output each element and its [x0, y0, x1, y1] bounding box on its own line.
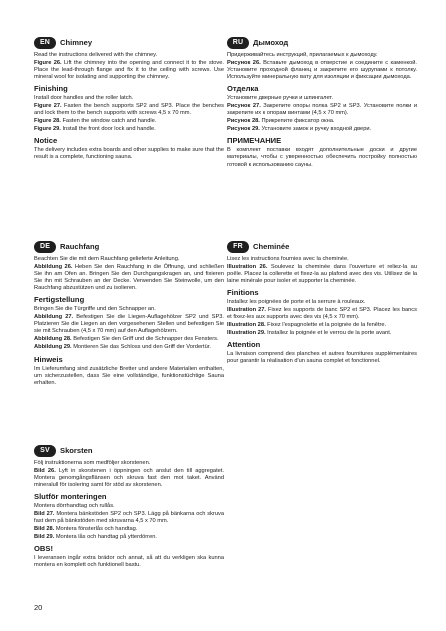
figure-step — [34, 264, 224, 292]
figure-label: Figure 29. — [34, 126, 61, 133]
finishing-intro: Установите дверные ручки и шпингалет. — [227, 95, 333, 102]
finishing-heading: Fertigstellung — [34, 295, 85, 305]
section-title: Дымоход — [253, 38, 289, 47]
finishing-intro: Bringen Sie die Türgriffe und den Schnapper an. — [34, 306, 156, 313]
section-header — [227, 240, 417, 253]
figure-label: Bild 26. — [34, 468, 56, 475]
figure-text: Прикрепите фиксатор окна. — [259, 118, 335, 125]
page-number: 20 — [34, 603, 43, 612]
figure-text: Установите замок и ручку входной двери. — [259, 126, 372, 133]
intro-text: Följ instruktionerna som medföljer skorstenen. — [34, 460, 151, 466]
notice-text: La livraison comprend des planches et autres fournitures supplémentaires pour garantir la réalisation d'un sauna complet et fonctionnel. — [227, 351, 417, 365]
figure-label: Illustration 29. — [227, 330, 266, 337]
section-title: Cheminée — [253, 242, 290, 251]
figure-label: Bild 27. — [34, 511, 55, 518]
notice-heading: Attention — [227, 340, 261, 350]
language-badge: DE — [34, 241, 56, 253]
language-badge: EN — [34, 37, 56, 49]
figure-text: Fasten the bench supports SP2 and SP3. Place the benches and lock them to the bench supports with screws 4,5 x 70 mm. — [34, 103, 224, 117]
section-title: Chimney — [60, 38, 93, 47]
figure-text: Install the front door lock and handle. — [60, 126, 156, 133]
figure-text: Закрепите опоры полка SP2 и SP3. Установите полки и закрепите их к опорам винтами (4,5 x 70 mm). — [227, 103, 417, 117]
figure-label: Рисунок 28. — [227, 118, 260, 125]
figure-step — [34, 526, 224, 533]
figure-step — [34, 60, 224, 81]
notice-heading: Hinweis — [34, 354, 63, 364]
figure-text: Montera fönsterlås och handtag. — [54, 526, 138, 533]
section-sv — [34, 444, 224, 571]
figure-step — [34, 126, 224, 133]
figure-text: Soulevez la cheminée dans l'ouverture et reliez-la au poêle. Placez la collerette et fixez-la au plafond avec des vis. Utilisez de la laine minérale pour isoler et supporter la cheminée. — [227, 264, 417, 285]
figure-label: Figure 27. — [34, 103, 62, 110]
notice-heading: ПРИМЕЧАНИЕ — [227, 136, 282, 146]
figure-step — [227, 126, 417, 133]
finishing-heading: Finitions — [227, 288, 259, 298]
figure-step — [227, 103, 417, 117]
figure-label: Bild 28. — [34, 526, 55, 533]
notice-text: The delivery includes extra boards and other supplies to make sure that the result is a complete, functioning sauna. — [34, 147, 224, 161]
figure-step — [34, 344, 224, 351]
section-en — [34, 36, 224, 163]
figure-text: Montera lås och handtag på ytterdörren. — [54, 534, 157, 541]
intro-text: Read the instructions delivered with the chimney. — [34, 52, 158, 58]
section-de — [34, 240, 224, 388]
finishing-intro: Montera dörrhandtag och rullås. — [34, 503, 115, 510]
figure-label: Bild 29. — [34, 534, 55, 541]
finishing-intro: Install door handles and the roller latch. — [34, 95, 134, 102]
figure-step — [34, 468, 224, 489]
figure-label: Рисунок 27. — [227, 103, 261, 110]
figure-text: Installez la poignée et le verrou de la porte avant. — [265, 330, 392, 337]
figure-label: Рисунок 26. — [227, 60, 261, 67]
figure-label: Figure 26. — [34, 60, 62, 67]
figure-step — [227, 322, 417, 329]
figure-step — [227, 264, 417, 285]
figure-text: Montieren Sie das Schloss und den Griff der Vordertür. — [71, 344, 211, 351]
language-badge: RU — [227, 37, 249, 49]
figure-text: Befestigen Sie die Liegen-Auflagehölzer SP2 und SP3. Platzieren Sie die Liegen an den vorgesehenen Stellen und befestigen Sie sie mit Schrauben (4,5 x 70 mm) auf den Auflagehölzern. — [34, 314, 224, 335]
section-header — [34, 36, 224, 49]
section-ru — [227, 36, 417, 170]
figure-step — [34, 314, 224, 335]
figure-text: Lift the chimney into the opening and connect it to the stove. Place the lead-through flange and fix it to the ceiling with screws. Use mineral wool for isolating and supporting the chimney. — [34, 60, 225, 81]
figure-text: Befestigen Sie den Griff und die Schnapper des Fensters. — [71, 336, 219, 343]
figure-step — [34, 511, 224, 525]
figure-label: Abbildung 28. — [34, 336, 72, 343]
figure-label: Abbildung 29. — [34, 344, 72, 351]
figure-step — [227, 330, 417, 337]
section-fr — [227, 240, 417, 367]
figure-label: Рисунок 29. — [227, 126, 260, 133]
intro-text: Придерживайтесь инструкций, прилагаемых к дымоходу. — [227, 52, 378, 58]
figure-step — [227, 118, 417, 125]
figure-step — [34, 534, 224, 541]
finishing-heading: Slutför monteringen — [34, 492, 107, 502]
notice-text: Im Lieferumfang sind zusätzliche Bretter und andere Materialien enthalten, um sicherzustellen, dass Sie eine vollständige, funktionstüchtige Sauna erhalten. — [34, 365, 224, 386]
figure-text: Montera bänkstöden SP2 och SP3. Lägg på bänkarna och skruva fast dem på bänkstöden med skruvarna 4,5 x 70 mm. — [34, 511, 224, 525]
finishing-heading: Отделка — [227, 84, 259, 94]
section-header — [227, 36, 417, 49]
intro-text: Beachten Sie die mit dem Rauchfang gelieferte Anleitung. — [34, 256, 180, 262]
figure-text: Lyft in skorstenen i öppningen och anslut den till aggregatet. Montera genomgångsflänsen och skruva fast den mot taket. Använd mineralull för isolering samt för stöd av skorstenen. — [34, 468, 224, 489]
language-badge: FR — [227, 241, 249, 253]
figure-step — [227, 60, 417, 81]
figure-step — [34, 118, 224, 125]
figure-text: Heben Sie den Rauchfang in die Öffnung, und schließen Sie ihn am Ofen an. Bringen Sie den Durchgangskragen an, und fixieren Sie ihn mit Schrauben an der Decke. Verwenden Sie Steinwolle, um den Rauchfang abzustützen und zu isolieren. — [34, 264, 224, 292]
figure-text: Fasten the window catch and handle. — [60, 118, 157, 125]
figure-text: Вставьте дымоход в отверстие и соедините с каменкой. Установите проходной фланец и закрепите его шурупами к потолку. Используйте минеральную вату для изоляции и фиксации дымохода. — [227, 60, 417, 81]
figure-text: Fixez l'espagnolette et la poignée de la fenêtre. — [265, 322, 387, 329]
figure-step — [227, 307, 417, 321]
figure-step — [34, 336, 224, 343]
section-title: Rauchfang — [60, 242, 100, 251]
figure-label: Abbildung 26. — [34, 264, 73, 271]
language-badge: SV — [34, 445, 56, 457]
finishing-heading: Finishing — [34, 84, 68, 94]
figure-text: Fixez les supports de banc SP2 et SP3. Placez les bancs et fixez-les aux supports avec des vis (4,5 x 70 mm). — [227, 307, 417, 321]
finishing-intro: Installez les poignées de porte et la serrure à rouleaux. — [227, 299, 366, 306]
figure-label: Illustration 26. — [227, 264, 268, 271]
figure-label: Abbildung 27. — [34, 314, 74, 321]
notice-text: В комплект поставки входят дополнительные доски и другие материалы, чтобы с уверенностью обеспечить постройку полностью готовой к использованию сауны. — [227, 147, 417, 168]
section-header — [34, 240, 224, 253]
notice-text: I leveransen ingår extra brädor och annat, så att du verkligen ska kunna montera en komplett och funktionell bastu. — [34, 555, 224, 569]
figure-label: Figure 28. — [34, 118, 61, 125]
figure-step — [34, 103, 224, 117]
section-header — [34, 444, 224, 457]
section-title: Skorsten — [60, 446, 93, 455]
figure-label: Illustration 27. — [227, 307, 267, 314]
figure-label: Illustration 28. — [227, 322, 266, 329]
intro-text: Lisez les instructions fournies avec la cheminée. — [227, 256, 349, 262]
notice-heading: Notice — [34, 136, 58, 146]
notice-heading: OBS! — [34, 544, 53, 554]
